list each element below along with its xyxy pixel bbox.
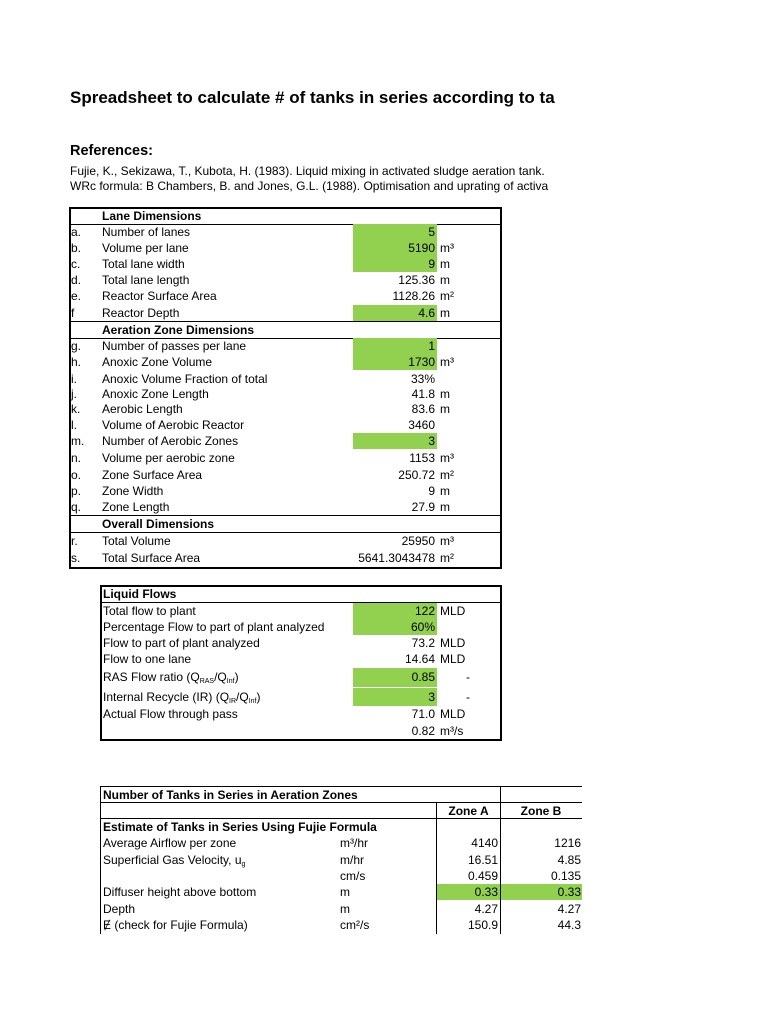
zone-b-value: 44.3	[557, 918, 581, 932]
row-value: 1128.26	[392, 289, 435, 303]
row-value: 5	[353, 224, 437, 240]
tank-row-label-text: Diffuser height above bottom	[103, 885, 257, 899]
row-label: Anoxic Volume Fraction of total	[102, 372, 268, 386]
row-value: 125.36	[398, 273, 435, 287]
row-label: Reactor Surface Area	[102, 289, 217, 303]
flow-label-text: Internal Recycle (IR) (Q	[103, 690, 230, 704]
row-unit: m	[440, 387, 450, 401]
tank-row-unit: cm/s	[340, 869, 366, 883]
zone-b-value: 0.33	[501, 884, 582, 900]
flow-label-sub: RAS	[199, 678, 215, 685]
row-id: j.	[71, 387, 77, 401]
flow-value: 60%	[353, 619, 437, 635]
zone-b-header: Zone B	[520, 804, 562, 818]
flow-label: Actual Flow through pass	[103, 707, 238, 721]
flow-unit: MLD	[440, 604, 466, 618]
row-id: c.	[71, 257, 81, 271]
row-id: q.	[71, 500, 82, 514]
tank-row-unit: m³/hr	[340, 836, 368, 850]
reference-fujie: Fujie, K., Sekizawa, T., Kubota, H. (1983). Liquid mixing in activated sludge aeration tank.	[70, 164, 545, 178]
flow-label: Flow to part of plant analyzed	[103, 636, 260, 650]
row-label: Zone Surface Area	[102, 468, 203, 482]
flow-value: 73.2	[411, 636, 435, 650]
zone-a-value: 150.9	[467, 918, 498, 932]
zone-b-value: 0.135	[550, 869, 581, 883]
section-aeration-zone-dimensions: Aeration Zone Dimensions	[102, 323, 255, 337]
tank-row-unit: m/hr	[340, 853, 364, 867]
row-unit: m	[440, 500, 450, 514]
flow-value: 0.82	[411, 724, 435, 738]
row-value: 27.9	[411, 500, 435, 514]
row-unit: m²	[440, 551, 454, 565]
flow-value: 0.85	[353, 668, 437, 687]
flow-unit: m³/s	[440, 724, 464, 738]
row-label: Reactor Depth	[102, 306, 180, 320]
flow-label-text: )	[234, 670, 239, 684]
row-value: 1153	[409, 451, 435, 465]
row-unit: m³	[440, 534, 454, 548]
flow-unit: -	[466, 670, 470, 684]
row-unit: m²	[440, 289, 454, 303]
row-id: k.	[71, 402, 81, 416]
row-value: 5190	[353, 240, 437, 256]
row-value: 3460	[408, 418, 435, 432]
zone-b-value: 1216	[554, 836, 581, 850]
flow-label-text: )	[256, 690, 261, 704]
tank-row-label	[103, 852, 245, 868]
row-label: Anoxic Zone Volume	[102, 355, 213, 369]
tank-row-unit: m	[340, 885, 350, 899]
row-unit: m³	[440, 355, 454, 369]
tank-row-label-text: Superficial Gas Velocity, u	[103, 853, 242, 867]
row-id: n.	[71, 451, 82, 465]
tank-row-label-text: Ɇ (check for Fujie Formula)	[103, 918, 248, 932]
row-value: 9	[353, 256, 437, 272]
row-label: Zone Length	[102, 500, 170, 514]
row-id: b.	[71, 241, 82, 255]
row-label: Total Surface Area	[102, 551, 201, 565]
flow-value: 71.0	[411, 707, 435, 721]
row-value: 5641.3043478	[358, 551, 435, 565]
row-id: g.	[71, 339, 82, 353]
fujie-subheading: Estimate of Tanks in Series Using Fujie Formula	[103, 820, 377, 834]
zone-b-value: 4.85	[557, 853, 581, 867]
row-id: a.	[71, 225, 82, 239]
row-label: Anoxic Zone Length	[102, 387, 209, 401]
flow-label-text: /Q	[236, 690, 249, 704]
row-id: l.	[71, 418, 77, 432]
flow-label-text: RAS Flow ratio (Q	[103, 670, 200, 684]
flow-unit: MLD	[440, 652, 466, 666]
row-id: h.	[71, 355, 82, 369]
flow-unit: MLD	[440, 707, 466, 721]
row-value: 1	[353, 338, 437, 354]
flow-value: 3	[353, 688, 437, 706]
row-value: 3	[353, 433, 437, 449]
flow-label-text: /Q	[214, 670, 227, 684]
row-id: i.	[71, 372, 77, 386]
row-id: s.	[71, 551, 81, 565]
row-label: Aerobic Length	[102, 402, 183, 416]
tank-row-label	[103, 884, 256, 900]
tank-row-label	[103, 917, 248, 933]
flow-label-sub: Inf	[226, 678, 235, 685]
row-label: Number of passes per lane	[102, 339, 247, 353]
tank-row-label-text: Average Airflow per zone	[103, 836, 237, 850]
row-label: Total Volume	[102, 534, 171, 548]
row-label: Number of Aerobic Zones	[102, 434, 239, 448]
tanks-table-heading: Number of Tanks in Series in Aeration Zones	[103, 788, 358, 802]
row-unit: m	[440, 484, 450, 498]
flow-label: Percentage Flow to part of plant analyzed	[103, 620, 325, 634]
tank-row-label	[103, 901, 135, 917]
row-label: Volume per lane	[102, 241, 189, 255]
row-value: 41.8	[411, 387, 435, 401]
references-heading: References:	[70, 143, 154, 159]
row-unit: m²	[440, 468, 454, 482]
row-value: 250.72	[398, 468, 435, 482]
row-value: 25950	[401, 534, 435, 548]
row-unit: m	[440, 257, 450, 271]
row-label: Total lane length	[102, 273, 190, 287]
row-unit: m	[440, 306, 450, 320]
tank-row-label-sub: g	[241, 861, 246, 868]
tank-row-label-text: Depth	[103, 902, 136, 916]
zone-a-value: 0.33	[437, 884, 500, 900]
flow-value: 14.64	[404, 652, 435, 666]
liquid-flows-heading: Liquid Flows	[103, 587, 177, 601]
zone-a-value: 4140	[471, 836, 498, 850]
section-lane-dimensions: Lane Dimensions	[102, 209, 202, 223]
row-value: 33%	[410, 372, 435, 386]
section-overall-dimensions: Overall Dimensions	[102, 517, 215, 531]
row-label: Zone Width	[102, 484, 164, 498]
flow-unit: -	[466, 690, 470, 704]
tank-row-label	[103, 835, 236, 851]
row-value: 1730	[353, 354, 437, 370]
row-unit: m³	[440, 241, 454, 255]
row-unit: m	[440, 273, 450, 287]
row-id: r.	[71, 534, 78, 548]
flow-label: Flow to one lane	[103, 652, 192, 666]
row-id: e.	[71, 289, 82, 303]
zone-a-value: 4.27	[474, 902, 498, 916]
flow-label: Total flow to plant	[103, 604, 196, 618]
page-title: Spreadsheet to calculate # of tanks in series according to ta	[70, 88, 555, 107]
row-value: 9	[428, 484, 435, 498]
zone-a-header: Zone A	[448, 804, 489, 818]
row-id: f	[71, 306, 75, 320]
flow-value: 122	[353, 603, 437, 619]
row-unit: m³	[440, 451, 454, 465]
flow-unit: MLD	[440, 636, 466, 650]
row-label: Volume of Aerobic Reactor	[102, 418, 245, 432]
row-unit: m	[440, 402, 450, 416]
zone-a-value: 16.51	[467, 853, 498, 867]
row-id: d.	[71, 273, 82, 287]
tank-row-unit: m	[340, 902, 350, 916]
flow-label-sub: Inf	[248, 698, 257, 705]
reference-wrc: WRc formula: B Chambers, B. and Jones, G.L. (1988). Optimisation and uprating of activa	[70, 179, 549, 193]
row-id: o.	[71, 468, 82, 482]
row-id: p.	[71, 484, 82, 498]
row-value: 83.6	[411, 402, 435, 416]
row-label: Total lane width	[102, 257, 185, 271]
tank-row-unit: cm²/s	[340, 918, 370, 932]
row-value: 4.6	[353, 305, 437, 321]
flow-label-sub: IR	[229, 698, 237, 705]
zone-b-value: 4.27	[557, 902, 581, 916]
row-label: Volume per aerobic zone	[102, 451, 235, 465]
row-id: m.	[71, 434, 85, 448]
row-label: Number of lanes	[102, 225, 191, 239]
zone-a-value: 0.459	[467, 869, 498, 883]
